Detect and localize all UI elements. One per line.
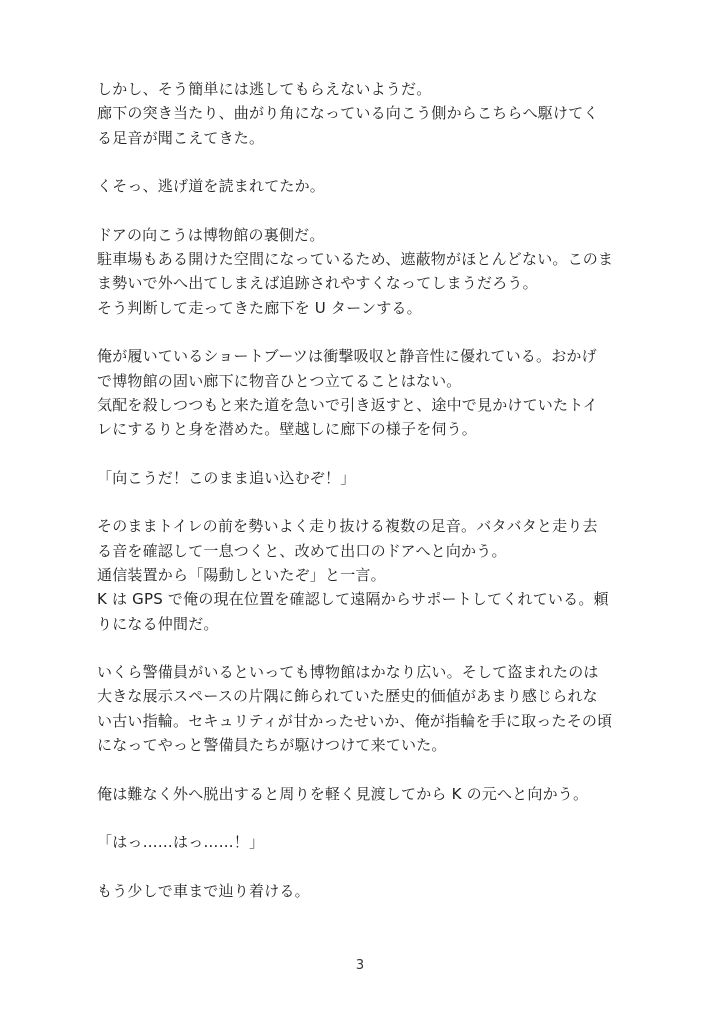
text-line: K は GPS で俺の現在位置を確認して遠隔からサポートしてくれている。頼 <box>97 590 609 609</box>
text-line: で博物館の固い廊下に物音ひとつ立てることはない。 <box>97 371 462 390</box>
body-text <box>97 77 629 903</box>
blank-line <box>97 441 629 465</box>
blank-line <box>97 150 629 174</box>
text-line: 大きな展示スペースの片隅に飾られていた歴史的価値があまり感じられな <box>97 687 598 706</box>
blank-line <box>97 320 629 344</box>
text-line: りになる仲間だ。 <box>97 614 219 633</box>
text-line: る音を確認して一息つくと、改めて出口のドアへと向かう。 <box>97 541 507 560</box>
text-line: そのままトイレの前を勢いよく走り抜ける複数の足音。バタバタと走り去 <box>97 517 598 536</box>
text-line: る足音が聞こえてきた。 <box>97 128 265 147</box>
text-line: もう少しで車まで辿り着ける。 <box>97 881 310 900</box>
blank-line <box>97 855 629 879</box>
text-line: 廊下の突き当たり、曲がり角になっている向こう側からこちらへ駆けてく <box>97 104 599 123</box>
text-line: 俺が履いているショートブーツは衝撃吸収と静音性に優れている。おかげ <box>97 347 597 366</box>
text-line: くそっ、逃げ道を読まれてたか。 <box>97 177 326 196</box>
page-number: 3 <box>355 958 365 973</box>
text-line: 俺は難なく外へ脱出すると周りを軽く見渡してから K の元へと向かう。 <box>97 784 589 803</box>
blank-line <box>97 198 629 222</box>
text-line: そう判断して走ってきた廊下を U ターンする。 <box>97 298 422 317</box>
text-line: になってやっと警備員たちが駆けつけて来ていた。 <box>97 736 447 755</box>
dialogue-line: 「はっ……はっ……！」 <box>97 833 265 852</box>
blank-line <box>97 757 629 781</box>
text-line: ドアの向こうは博物館の裏側だ。 <box>97 225 325 244</box>
dialogue-line: 「向こうだ！このまま追い込むぞ！」 <box>97 468 356 487</box>
blank-line <box>97 806 629 830</box>
text-line: 駐車場もある開けた空間になっているため、遮蔽物がほとんどない。このま <box>97 250 614 269</box>
text-line: い古い指輪。セキュリティが甘かったせいか、俺が指輪を手に取ったその頃 <box>97 711 613 730</box>
text-line: いくら警備員がいるといっても博物館はかなり広い。そして盗まれたのは <box>97 663 599 682</box>
text-line: しかし、そう簡単には逃してもらえないようだ。 <box>97 80 432 98</box>
blank-line <box>97 490 629 514</box>
blank-line <box>97 636 629 660</box>
text-line: レにするりと身を潜めた。壁越しに廊下の様子を伺う。 <box>97 420 478 439</box>
text-line: 気配を殺しつつもと来た道を急いで引き返すと、途中で見かけていたトイ <box>97 395 598 414</box>
text-line: ま勢いで外へ出てしまえば追跡されやすくなってしまうだろう。 <box>97 274 538 293</box>
text-line: 通信装置から「陽動しといたぞ」と一言。 <box>97 565 386 584</box>
